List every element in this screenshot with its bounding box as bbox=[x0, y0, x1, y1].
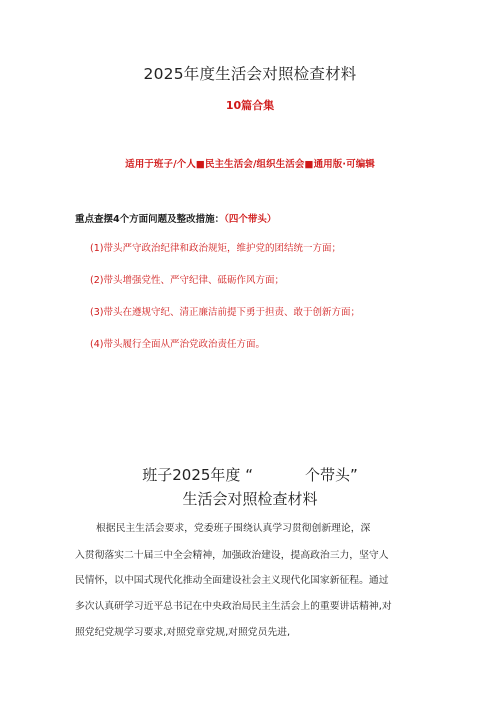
cover-title: 2025年度生活会对照检查材料 bbox=[143, 65, 357, 83]
report-title-line2: 生活会对照检查材料 bbox=[182, 490, 318, 508]
scope-line: 适用于班子/个人■民主生活会/组织生活会■通用版·可编辑 bbox=[125, 159, 375, 170]
focus-heading-paren: （四个带头） bbox=[224, 214, 277, 225]
report-title-line1 bbox=[0, 464, 500, 485]
focus-item: (2)带头增强党性、严守纪律、砥砺作风方面； bbox=[90, 275, 284, 286]
body-line: 入贯彻落实二十届三中全会精神，加强政治建设，提高政治三力，坚守人 bbox=[75, 550, 389, 561]
focus-heading bbox=[75, 211, 276, 225]
collection-label: 10篇合集 bbox=[225, 99, 275, 112]
body-line: 照党纪党规学习要求,对照党章党规,对照党员先进, bbox=[75, 627, 291, 638]
report-title-part1: 班子2025年度 “ bbox=[142, 466, 253, 484]
focus-item: (4)带头履行全面从严治党政治责任方面。 bbox=[90, 339, 265, 350]
focus-list bbox=[90, 243, 360, 371]
body-line: 根据民主生活会要求，党委班子围绕认真学习贯彻创新理论，深 bbox=[96, 523, 371, 534]
focus-item: (1)带头严守政治纪律和政治规矩，维护党的团结统一方面； bbox=[90, 243, 341, 254]
report-title-part2: 个带头” bbox=[304, 466, 358, 484]
focus-item: (3)带头在遵规守纪、清正廉洁前提下勇于担责、敢于创新方面； bbox=[90, 307, 360, 318]
body-line: 民情怀，以中国式现代化推动全面建设社会主义现代化国家新征程。通过 bbox=[75, 575, 389, 586]
focus-heading-text: 重点查摆4个方面问题及整改措施： bbox=[75, 214, 225, 225]
body-line: 多次认真研学习近平总书记在中央政治局民主生活会上的重要讲话精神,对 bbox=[75, 601, 392, 612]
